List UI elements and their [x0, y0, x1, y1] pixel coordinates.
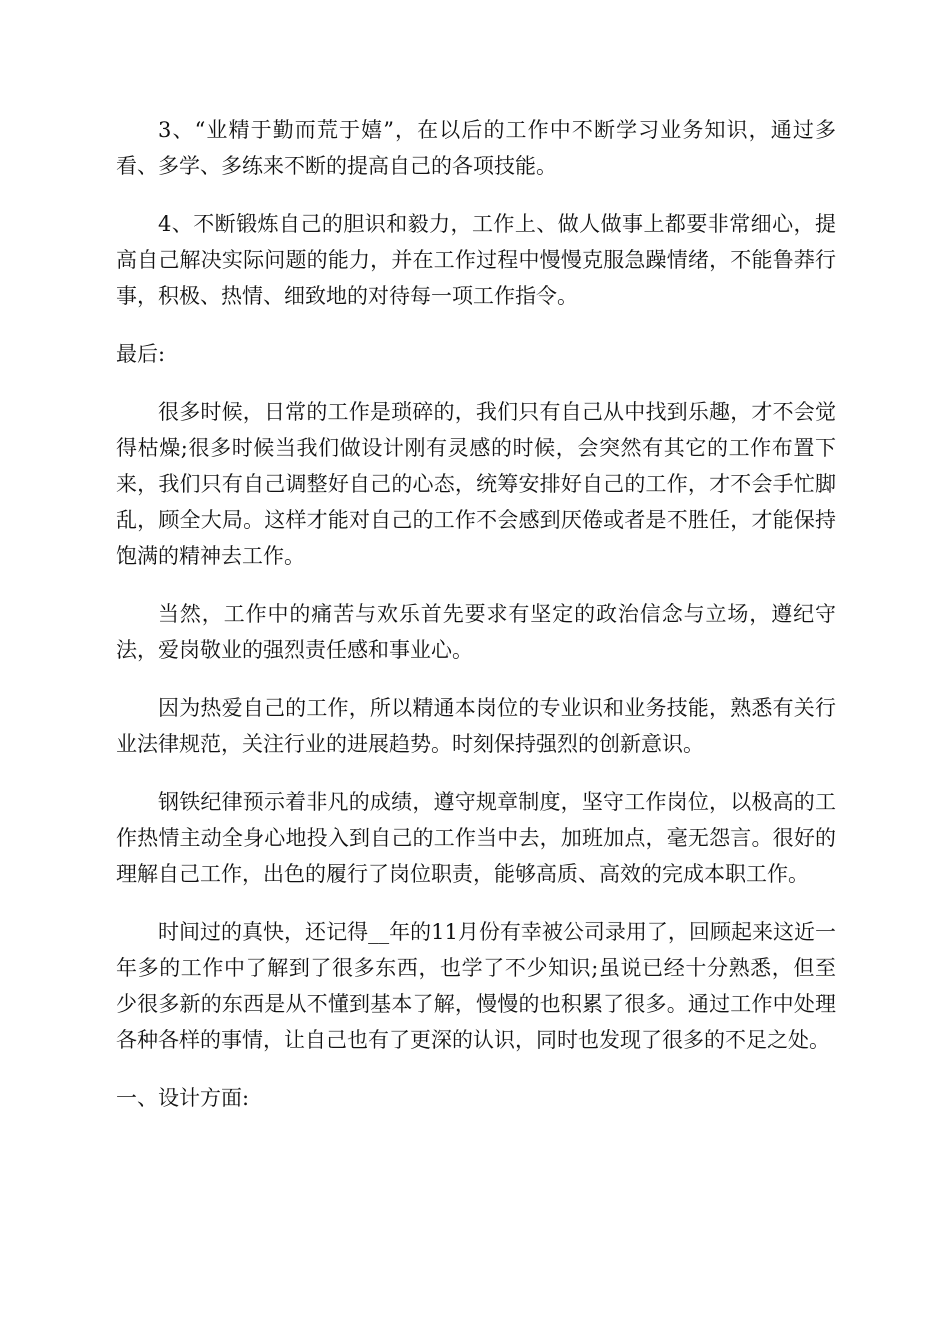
paragraph-time-review: 时间过的真快，还记得__年的11月份有幸被公司录用了，回顾起来这近一年多的工作中了解到了很多东西，也学了不少知识;虽说已经十分熟悉，但至少很多新的东西是从不懂到基本了解，慢慢的也积累了很多。通过工作中处理各种各样的事情，让自己也有了更深的认识，同时也发现了很多的不足之处。 — [116, 920, 836, 1052]
paragraph-discipline: 钢铁纪律预示着非凡的成绩，遵守规章制度，坚守工作岗位，以极高的工作热情主动全身心地投入到自己的工作当中去，加班加点，毫无怨言。很好的理解自己工作，出色的履行了岗位职责，能够高质、高效的完成本职工作。 — [116, 790, 836, 886]
document-body — [116, 112, 836, 1138]
paragraph-daily-work: 很多时候，日常的工作是琐碎的，我们只有自己从中找到乐趣，才不会觉得枯燥;很多时候当我们做设计刚有灵感的时候，会突然有其它的工作布置下来，我们只有自己调整好自己的心态，统筹安排好自己的工作，才不会手忙脚乱，顾全大局。这样才能对自己的工作不会感到厌倦或者是不胜任，才能保持饱满的精神去工作。 — [116, 400, 836, 568]
paragraph-political-belief: 当然，工作中的痛苦与欢乐首先要求有坚定的政治信念与立场，遵纪守法，爱岗敬业的强烈责任感和事业心。 — [116, 602, 836, 662]
paragraph-item-3: 3、“业精于勤而荒于嬉”，在以后的工作中不断学习业务知识，通过多看、多学、多练来不断的提高自己的各项技能。 — [116, 118, 836, 178]
section-heading-finally: 最后: — [116, 342, 166, 366]
section-heading-design: 一、设计方面: — [116, 1086, 250, 1110]
paragraph-item-4: 4、不断锻炼自己的胆识和毅力，工作上、做人做事上都要非常细心，提高自己解决实际问题的能力，并在工作过程中慢慢克服急躁情绪，不能鲁莽行事，积极、热情、细致地的对待每一项工作指令。 — [116, 212, 836, 308]
paragraph-love-of-work: 因为热爱自己的工作，所以精通本岗位的专业识和业务技能，熟悉有关行业法律规范，关注行业的进展趋势。时刻保持强烈的创新意识。 — [116, 696, 836, 756]
